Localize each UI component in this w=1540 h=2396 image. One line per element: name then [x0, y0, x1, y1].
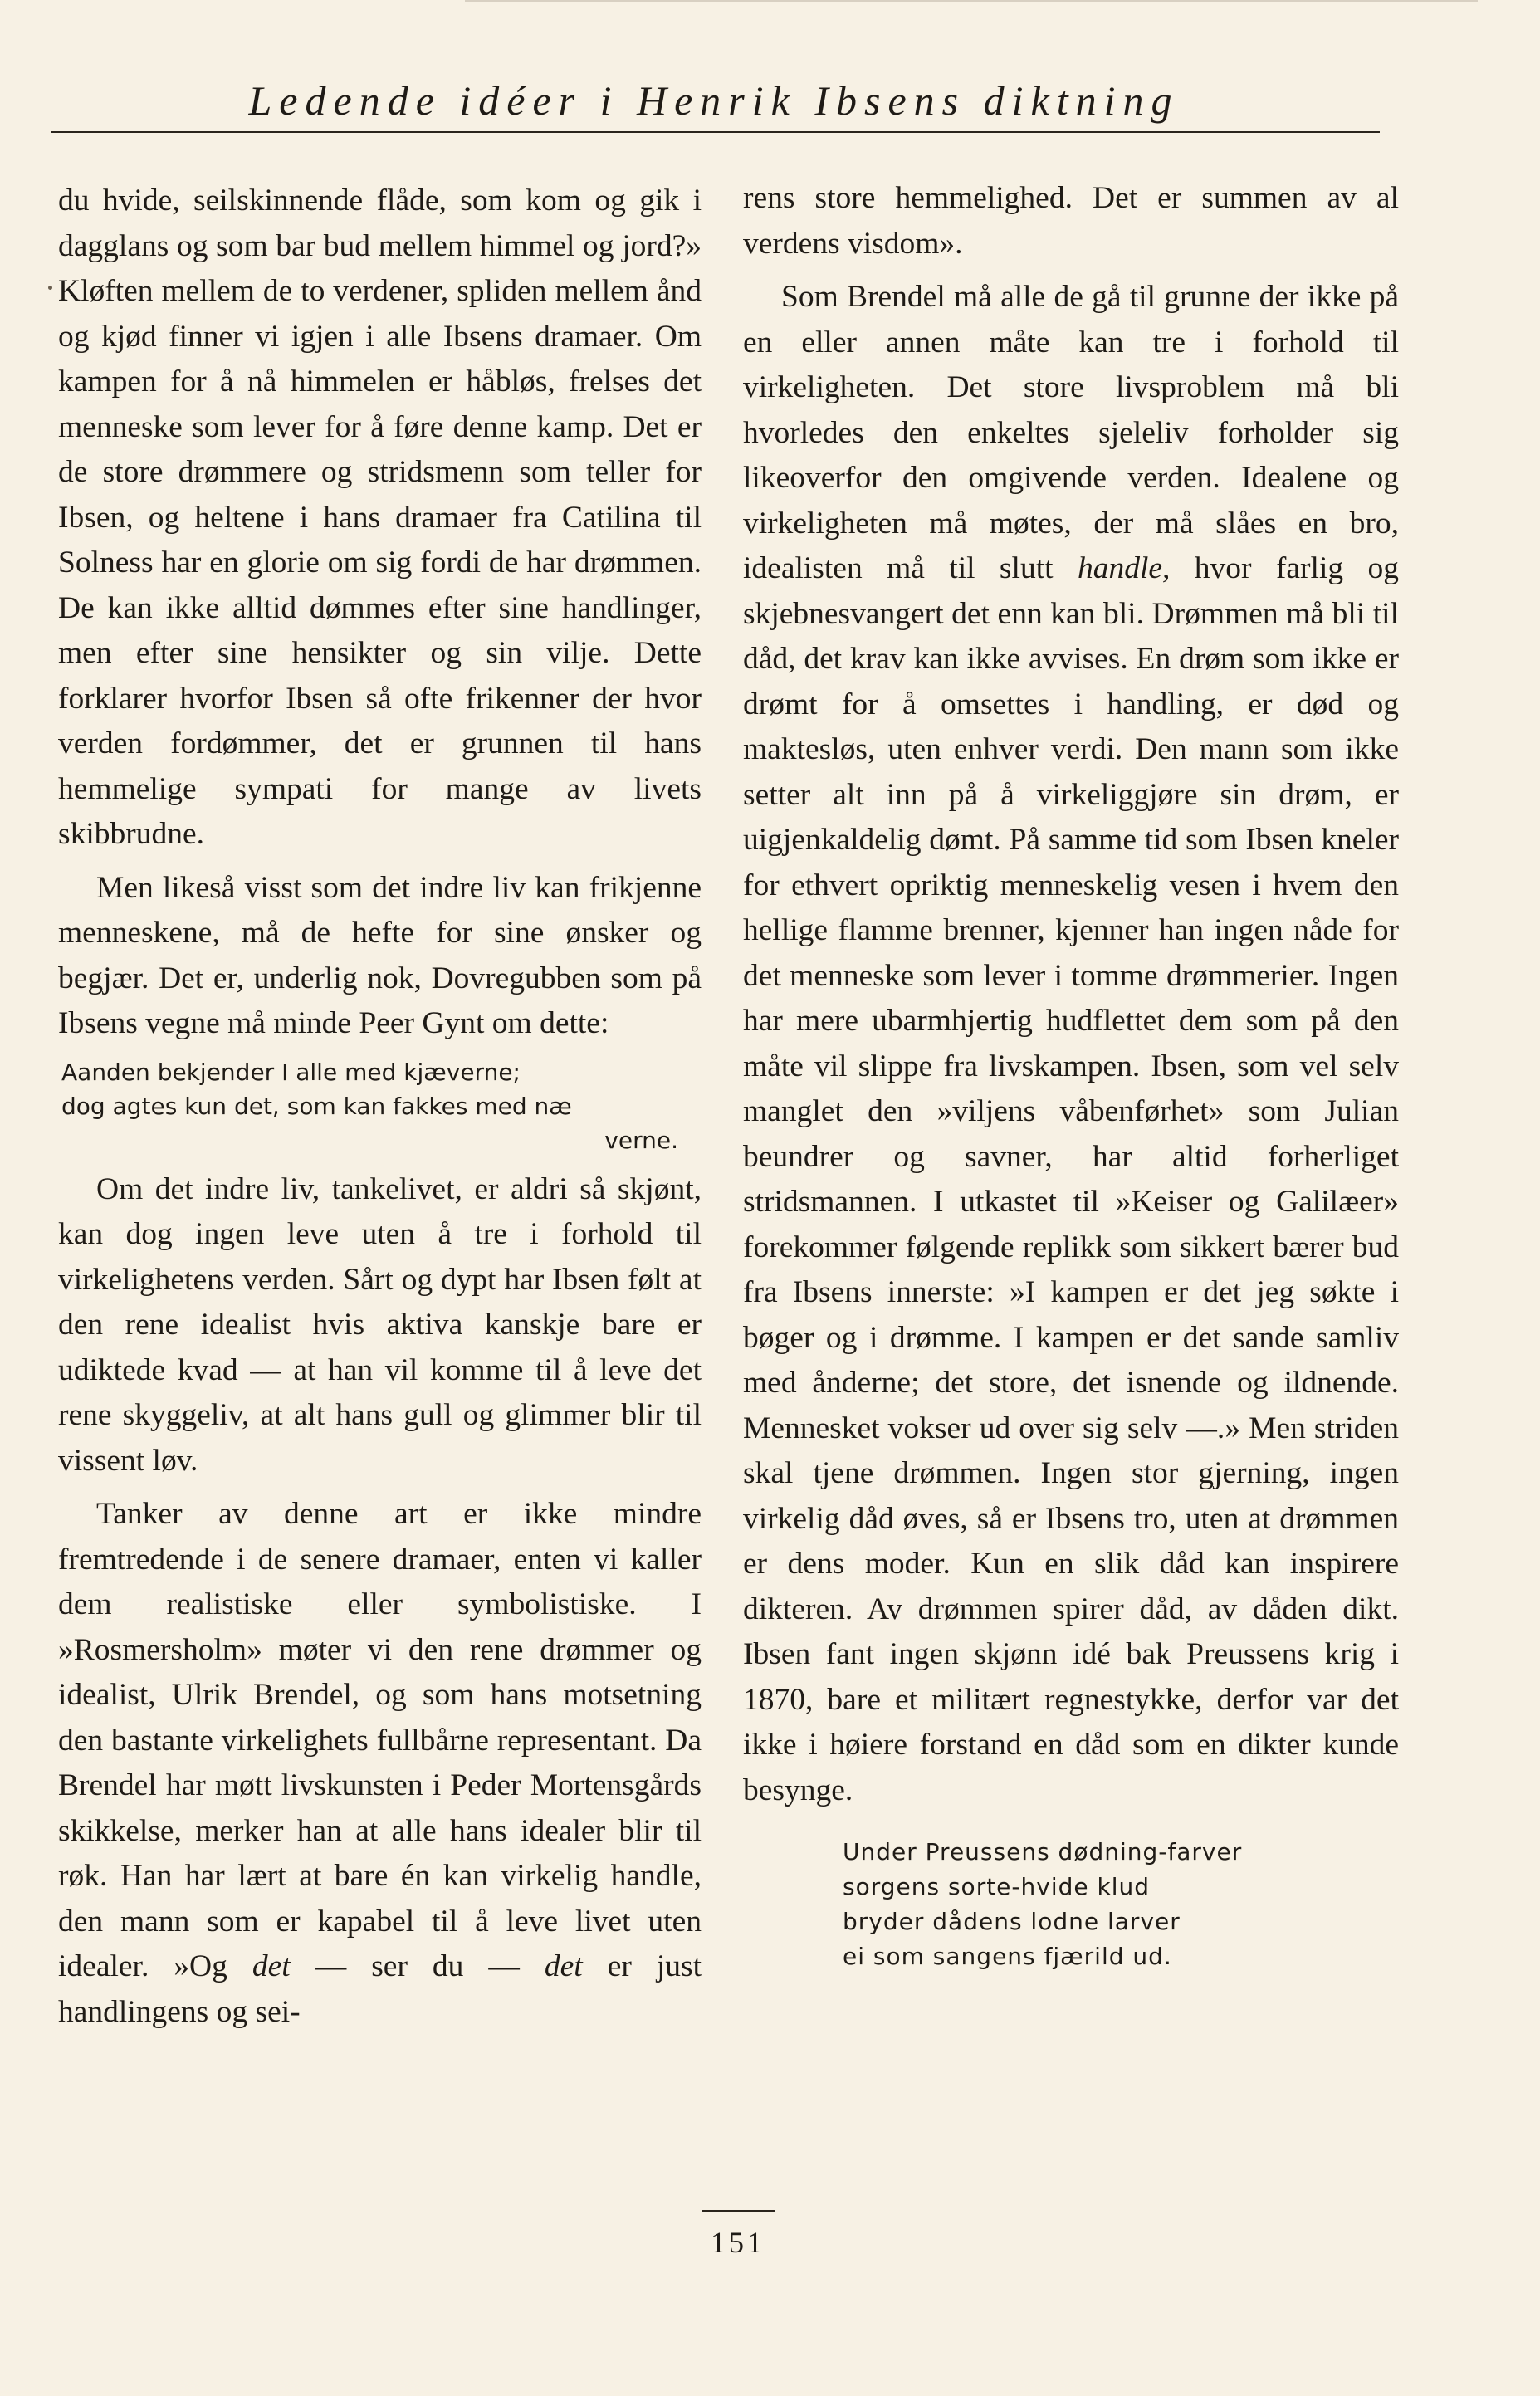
folio-rule — [702, 2210, 775, 2212]
italic-emphasis: det — [544, 1949, 583, 1983]
page-top-edge — [465, 0, 1478, 2]
verse-quote — [61, 1055, 702, 1157]
paragraph-text: Tanker av denne art er ikke mindre fremtredende i de senere dramaer, enten vi kaller dem realistiske eller symbolistiske. I »Rosmersholm» møter vi den rene drømmer og idealist, Ulrik Brendel, og som hans motsetning den bastante virkelighets fullbårne representant. Da Brendel har møtt livskunsten i Peder Mortensgårds skikkelse, merker han at alle hans idealer blir til røk. Han har lært at bare én kan virkelig handle, den mann som er kapabel til å leve livet uten idealer. »Og — [58, 1497, 702, 1983]
verse-line: verne. — [604, 1126, 678, 1154]
italic-emphasis: det — [252, 1949, 291, 1983]
verse-line: Under Preussens dødning-farver — [843, 1838, 1243, 1865]
verse-line: sorgens sorte-hvide klud — [843, 1873, 1151, 1900]
paragraph-text: hvor farlig og skjebnesvangert det enn kan bli. Drømmen må bli til dåd, det krav kan ikke avvises. En drøm som ikke er drømt for å omsettes i handling, er død og maktesløs, uten enhver verdi. Den mann som ikke setter alt inn på å virkeliggjøre sin drøm, er uigjenkaldelig dømt. På samme tid som Ibsen kneler for ethvert opriktig menneskelig vesen i hvem den hellige flamme brenner, kjenner han ingen nåde for det menneske som lever i tomme drømmerier. Ingen har mere ubarmhjertig hudflettet dem som på den måte vil slippe fra livskampen. Ibsen, som vel selv manglet den »viljens våbenførhet» som Julian beundrer og savner, har altid forherliget stridsmannen. I utkastet til »Keiser og Galilæer» forekommer følgende replikk som sikkert bærer bud fra Ibsens innerste: »I kampen er det jeg søkte i bøger og i drømme. I kampen er det sande samliv med ånderne; det store, det isnende og ildnende. Mennesket vokser ud over sig selv —.» Men striden skal tjene drømmen. Ingen stor gjerning, ingen virkelig dåd øves, så er Ibsens tro, uten at drømmen er dens moder. Kun en slik dåd kan inspirere dikteren. Av drømmen spirer dåd, av dåden dikt. Ibsen fant ingen skjønn idé bak Preussens krig i 1870, bare et militært regnestykke, derfor var det ikke i høiere forstand en dåd som en dikter kunde besynge. — [743, 551, 1400, 1807]
verse-quote — [843, 1835, 1399, 1974]
paragraph: du hvide, seilskinnende flåde, som kom og gik i dagglans og som bar bud mellem himmel og jord?» Kløften mellem de to verdener, spliden mellem ånd og kjød finner vi igjen i alle Ibsens dramaer. Om kampen for å nå himmelen er håbløs, frelses det menneske som lever for å føre denne kamp. Det er de store drømmere og stridsmenn som teller for Ibsen, og heltene i hans dramaer fra Catilina til Solness har en glorie om sig fordi de har drømmen. De kan ikke alltid dømmes efter sine handlinger, men efter sine hensikter og sin vilje. Dette forklarer hvorfor Ibsen så ofte frikenner der hvor verden fordømmer, det er grunnen til hans hemmelige sympati for mange av livets skibbrudne. — [58, 183, 702, 851]
paragraph: Men likeså visst som det indre liv kan frikjenne menneskene, må de hefte for sine ønsker og begjær. Det er, underlig nok, Dovregubben som på Ibsens vegne må minde Peer Gynt om dette: — [58, 870, 702, 1040]
verse-line: Aanden bekjender I alle med kjæverne; — [61, 1058, 521, 1086]
right-column — [743, 176, 1399, 1974]
verse-line: ei som sangens fjærild ud. — [843, 1943, 1172, 1970]
left-column — [58, 178, 702, 2035]
running-header: Ledende idéer i Henrik Ibsens diktning — [248, 77, 1180, 124]
paragraph-text: Som Brendel må alle de gå til grunne der ikke på en eller annen måte kan tre i forhold til virkeligheten. Det store livsproblem må bli hvorledes den enkeltes sjeleliv forholder sig likeoverfor den omgivende verden. Idealene og virkeligheten må møtes, der må slåes en bro, idealisten må til slutt — [743, 280, 1399, 585]
page-number: 151 — [711, 2226, 765, 2259]
header-rule — [51, 131, 1380, 133]
verse-line: dog agtes kun det, som kan fakkes med næ — [61, 1092, 572, 1120]
paragraph — [58, 1492, 702, 2035]
paragraph-text: — ser du — — [315, 1949, 520, 1983]
paragraph-text: er just handlingens og sei- — [58, 1949, 702, 2029]
paragraph: rens store hemmelighed. Det er summen av al verdens visdom». — [743, 181, 1399, 261]
paragraph — [743, 275, 1399, 1813]
verse-line: bryder dådens lodne larver — [843, 1908, 1181, 1935]
italic-emphasis: handle, — [1077, 551, 1171, 585]
paragraph: Om det indre liv, tankelivet, er aldri så skjønt, kan dog ingen leve uten å tre i forhold til virkelighetens verden. Sårt og dypt har Ibsen følt at den rene idealist hvis aktiva kanskje bare er udiktede kvad — at han vil komme til å leve det rene skyggeliv, at alt hans gull og glimmer blir til vissent løv. — [58, 1171, 702, 1478]
ink-speck — [48, 286, 52, 290]
